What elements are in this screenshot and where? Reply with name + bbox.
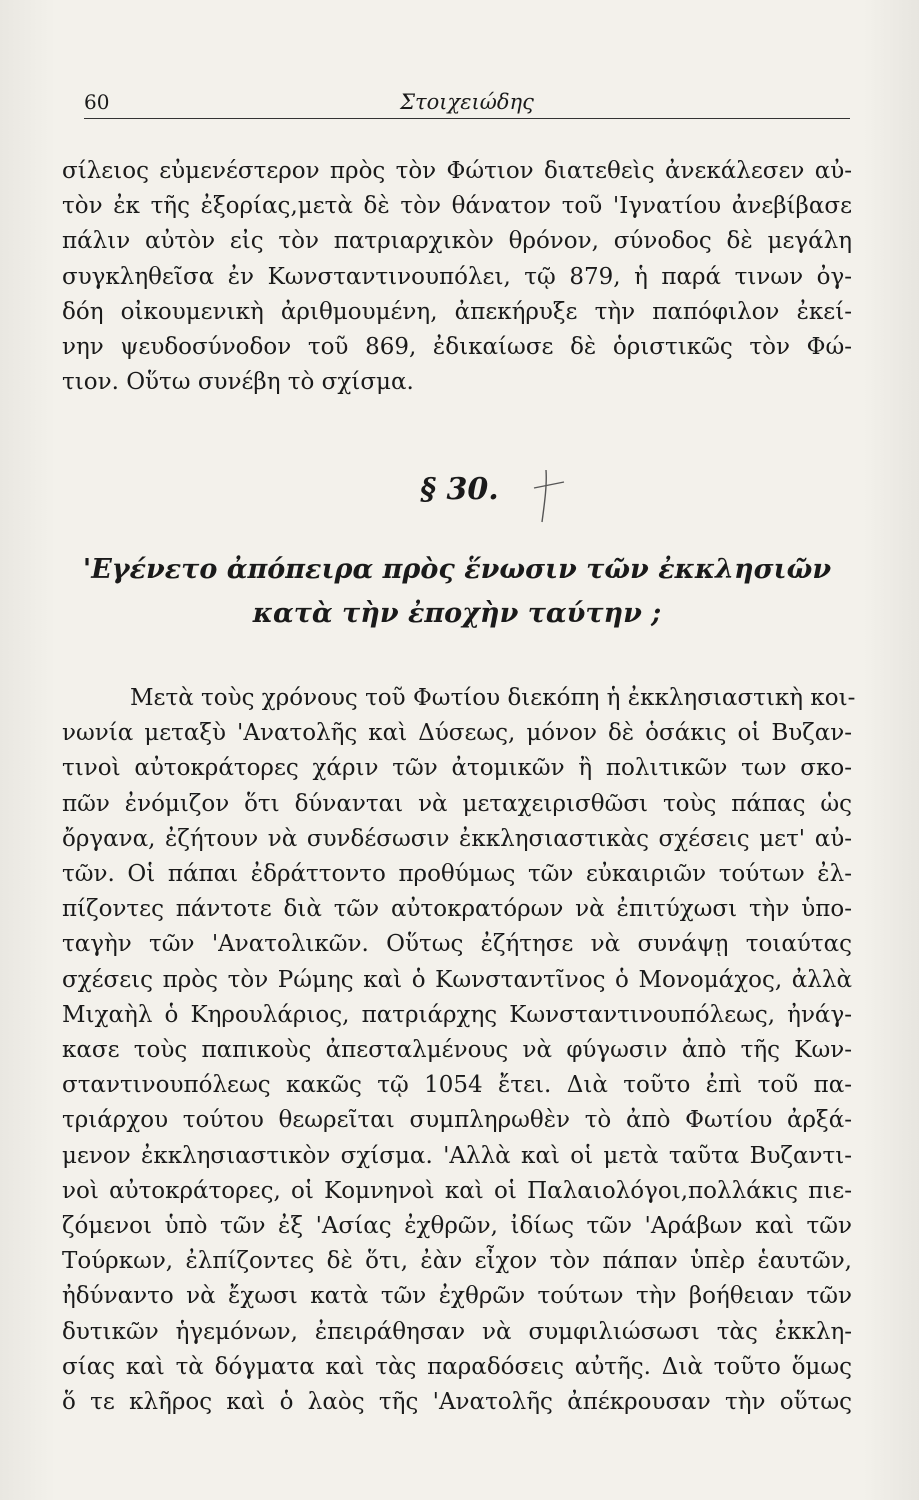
text-line: τὸν ἐκ τῆς ἐξορίας,μετὰ δὲ τὸν θάνατον τοῦ 'Ιγνατίου ἀνεβίβασε	[62, 193, 852, 220]
text-line: σίας καὶ τὰ δόγματα καὶ τὰς παραδόσεις αὐτῆς. Διὰ τοῦτο ὅμως	[62, 1353, 852, 1380]
text-line: δόη οἰκουμενικὴ ἀριθμουμένη, ἀπεκήρυξε τὴν παπόφιλον ἐκεί-	[62, 298, 852, 325]
text-line: ταγὴν τῶν 'Ανατολικῶν. Οὕτως ἐζήτησε νὰ συνάψῃ τοιαύτας	[62, 931, 852, 958]
text-line: Μετὰ τοὺς χρόνους τοῦ Φωτίου διεκόπη ἡ ἐκκλησιαστικὴ κοι-	[130, 685, 856, 711]
paragraph-2	[62, 681, 856, 1420]
heading-line-1: 'Εγένετο ἀπόπειρα πρὸς ἕνωσιν τῶν ἐκκλησιῶν	[82, 554, 832, 585]
text-line: Μιχαὴλ ὁ Κηρουλάριος, πατριάρχης Κωνσταντινουπόλεως, ἠνάγ-	[62, 1001, 852, 1028]
paragraph-1	[62, 154, 852, 400]
section-number: § 30.	[420, 472, 499, 507]
text-line: ὄργανα, ἐζήτουν νὰ συνδέσωσιν ἐκκλησιαστικὰς σχέσεις μετ' αὐ-	[62, 825, 852, 852]
text-line: σίλειος εὐμενέστερον πρὸς τὸν Φώτιον διατεθεὶς ἀνεκάλεσεν αὐ-	[62, 158, 852, 184]
text-line: Τούρκων, ἐλπίζοντες δὲ ὅτι, ἐὰν εἶχον τὸν πάπαν ὑπὲρ ἑαυτῶν,	[62, 1248, 852, 1275]
text-line: νην ψευδοσύνοδον τοῦ 869, ἐδικαίωσε δὲ ὁριστικῶς τὸν Φώ-	[62, 334, 852, 361]
text-line: τινοὶ αὐτοκράτορες χάριν τῶν ἀτομικῶν ἢ πολιτικῶν των σκο-	[62, 755, 852, 782]
text-line: συγκληθεῖσα ἐν Κωνσταντινουπόλει, τῷ 879, ἡ παρά τινων ὀγ-	[62, 263, 852, 290]
text-line: νοὶ αὐτοκράτορες, οἱ Κομνηνοὶ καὶ οἱ Παλαιολόγοι,πολλάκις πιε-	[62, 1177, 852, 1204]
text-line: πίζοντες πάντοτε διὰ τῶν αὐτοκρατόρων νὰ ἐπιτύχωσι τὴν ὑπο-	[62, 896, 852, 923]
text-line: νωνία μεταξὺ 'Ανατολῆς καὶ Δύσεως, μόνον δὲ ὁσάκις οἱ Βυζαν-	[62, 720, 852, 747]
section-heading	[62, 548, 852, 636]
running-title: Στοιχειώδης	[400, 90, 534, 114]
running-header	[84, 88, 850, 119]
handwritten-cross-mark	[530, 466, 570, 526]
text-line: τιον. Οὕτω συνέβη τὸ σχίσμα.	[62, 369, 414, 396]
text-line: πάλιν αὐτὸν εἰς τὸν πατριαρχικὸν θρόνον, σύνοδος δὲ μεγάλη	[62, 228, 852, 255]
text-line: τριάρχου τούτου θεωρεῖται συμπληρωθὲν τὸ ἀπὸ Φωτίου ἀρξά-	[62, 1107, 852, 1134]
page-number: 60	[84, 90, 110, 114]
text-line: τῶν. Οἱ πάπαι ἐδράττοντο προθύμως τῶν εὐκαιριῶν τούτων ἐλ-	[62, 861, 852, 888]
text-line: ζόμενοι ὑπὸ τῶν ἐξ 'Ασίας ἐχθρῶν, ἰδίως τῶν 'Αράβων καὶ τῶν	[62, 1213, 852, 1240]
text-line: κασε τοὺς παπικοὺς ἀπεσταλμένους νὰ φύγωσιν ἀπὸ τῆς Κων-	[62, 1037, 852, 1064]
text-line: σταντινουπόλεως κακῶς τῷ 1054 ἔτει. Διὰ τοῦτο ἐπὶ τοῦ πα-	[62, 1072, 852, 1099]
text-line: ἠδύναντο νὰ ἔχωσι κατὰ τῶν ἐχθρῶν τούτων τὴν βοήθειαν τῶν	[62, 1283, 852, 1310]
heading-line-2: κατὰ τὴν ἐποχὴν ταύτην ;	[252, 598, 662, 629]
text-line: δυτικῶν ἡγεμόνων, ἐπειράθησαν νὰ συμφιλιώσωσι τὰς ἐκκλη-	[62, 1318, 852, 1345]
text-line: μενον ἐκκλησιαστικὸν σχίσμα. 'Αλλὰ καὶ οἱ μετὰ ταῦτα Βυζαντι-	[62, 1142, 852, 1169]
text-line: πῶν ἐνόμιζον ὅτι δύνανται νὰ μεταχειρισθῶσι τοὺς πάπας ὡς	[62, 790, 852, 817]
text-line: ὅ τε κλῆρος καὶ ὁ λαὸς τῆς 'Ανατολῆς ἀπέκρουσαν τὴν οὕτως	[62, 1389, 852, 1416]
text-line: σχέσεις πρὸς τὸν Ρώμης καὶ ὁ Κωνσταντῖνος ὁ Μονομάχος, ἀλλὰ	[62, 966, 852, 993]
